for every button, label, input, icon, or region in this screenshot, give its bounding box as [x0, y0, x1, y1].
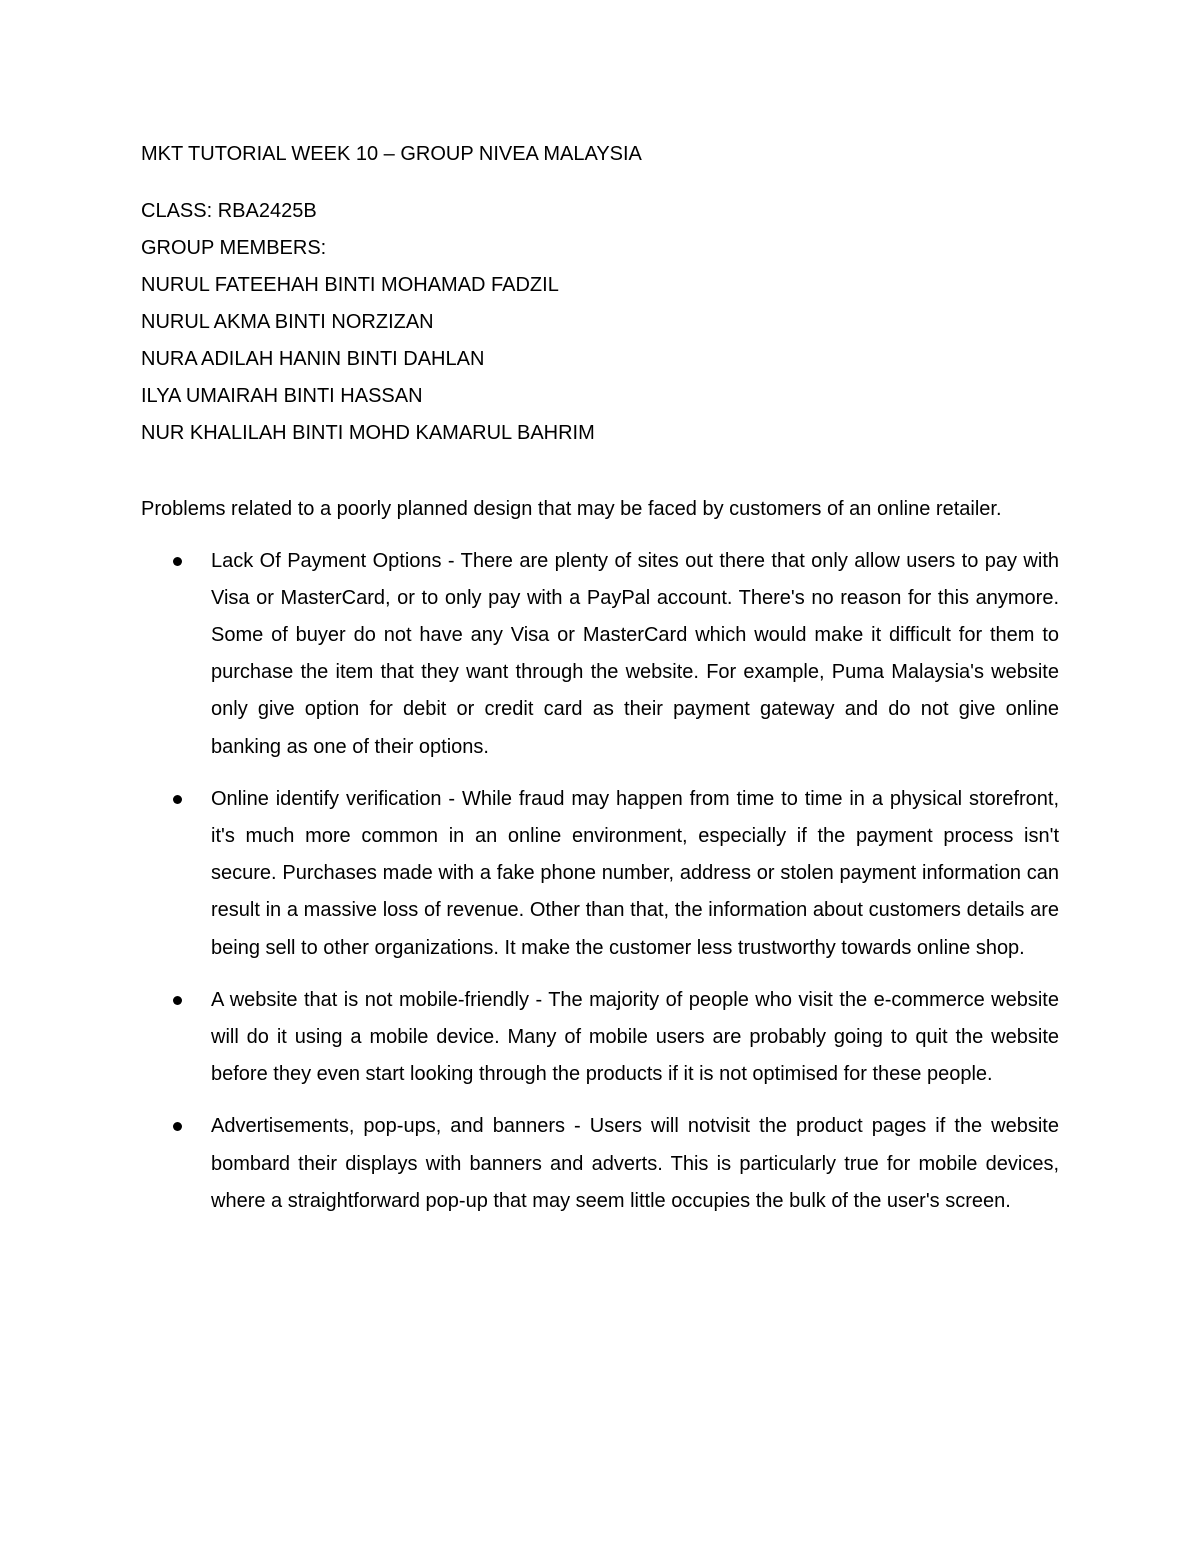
intro-paragraph: Problems related to a poorly planned design that may be faced by customers of an online retailer.: [141, 498, 1002, 520]
problem-item: [141, 543, 1059, 766]
member-name: NURUL FATEEHAH BINTI MOHAMAD FADZIL: [141, 274, 559, 296]
bullet-icon: [173, 557, 182, 566]
problem-text: A website that is not mobile-friendly - The majority of people who visit the e-commerce website will do it using a mobile device. Many of mobile users are probably going to quit the website before they even start looking through the products if it is not optimised for these people.: [211, 988, 1059, 1086]
member-name: NUR KHALILAH BINTI MOHD KAMARUL BAHRIM: [141, 422, 595, 444]
problem-list: [141, 543, 1059, 1220]
problem-text: Advertisements, pop-ups, and banners - Users will notvisit the product pages if the website bombard their displays with banners and adverts. This is particularly true for mobile devices, where a straightforward pop-up that may seem little occupies the bulk of the user's screen.: [211, 1115, 1059, 1212]
problem-item: [141, 982, 1059, 1094]
bullet-icon: [173, 795, 182, 804]
bullet-icon: [173, 1122, 182, 1131]
bullet-icon: [173, 996, 182, 1005]
members-list: [141, 267, 1059, 452]
member-name: NURA ADILAH HANIN BINTI DAHLAN: [141, 348, 485, 370]
problem-item: [141, 781, 1059, 967]
document-title: MKT TUTORIAL WEEK 10 – GROUP NIVEA MALAYSIA: [141, 143, 642, 165]
class-line: CLASS: RBA2425B: [141, 200, 317, 222]
member-name: NURUL AKMA BINTI NORZIZAN: [141, 311, 434, 333]
problem-text: Online identify verification - While fraud may happen from time to time in a physical storefront, it's much more common in an online environment, especially if the payment process isn't secure. Purchases made with a fake phone number, address or stolen payment information can result in a massive loss of revenue. Other than that, the information about customers details are being sell to other organizations. It make the customer less trustworthy towards online shop.: [211, 787, 1059, 959]
members-heading: GROUP MEMBERS:: [141, 237, 327, 259]
member-name: ILYA UMAIRAH BINTI HASSAN: [141, 385, 423, 407]
document-body: [141, 140, 1059, 1235]
problem-item: [141, 1108, 1059, 1220]
problem-text: Lack Of Payment Options - There are plenty of sites out there that only allow users to pay with Visa or MasterCard, or to only pay with a PayPal account. There's no reason for this anymore. Some of buyer do not have any Visa or MasterCard which would make it difficult for them to purchase the item that they want through the website. For example, Puma Malaysia's website only give option for debit or credit card as their payment gateway and do not give online banking as one of their options.: [211, 549, 1059, 758]
